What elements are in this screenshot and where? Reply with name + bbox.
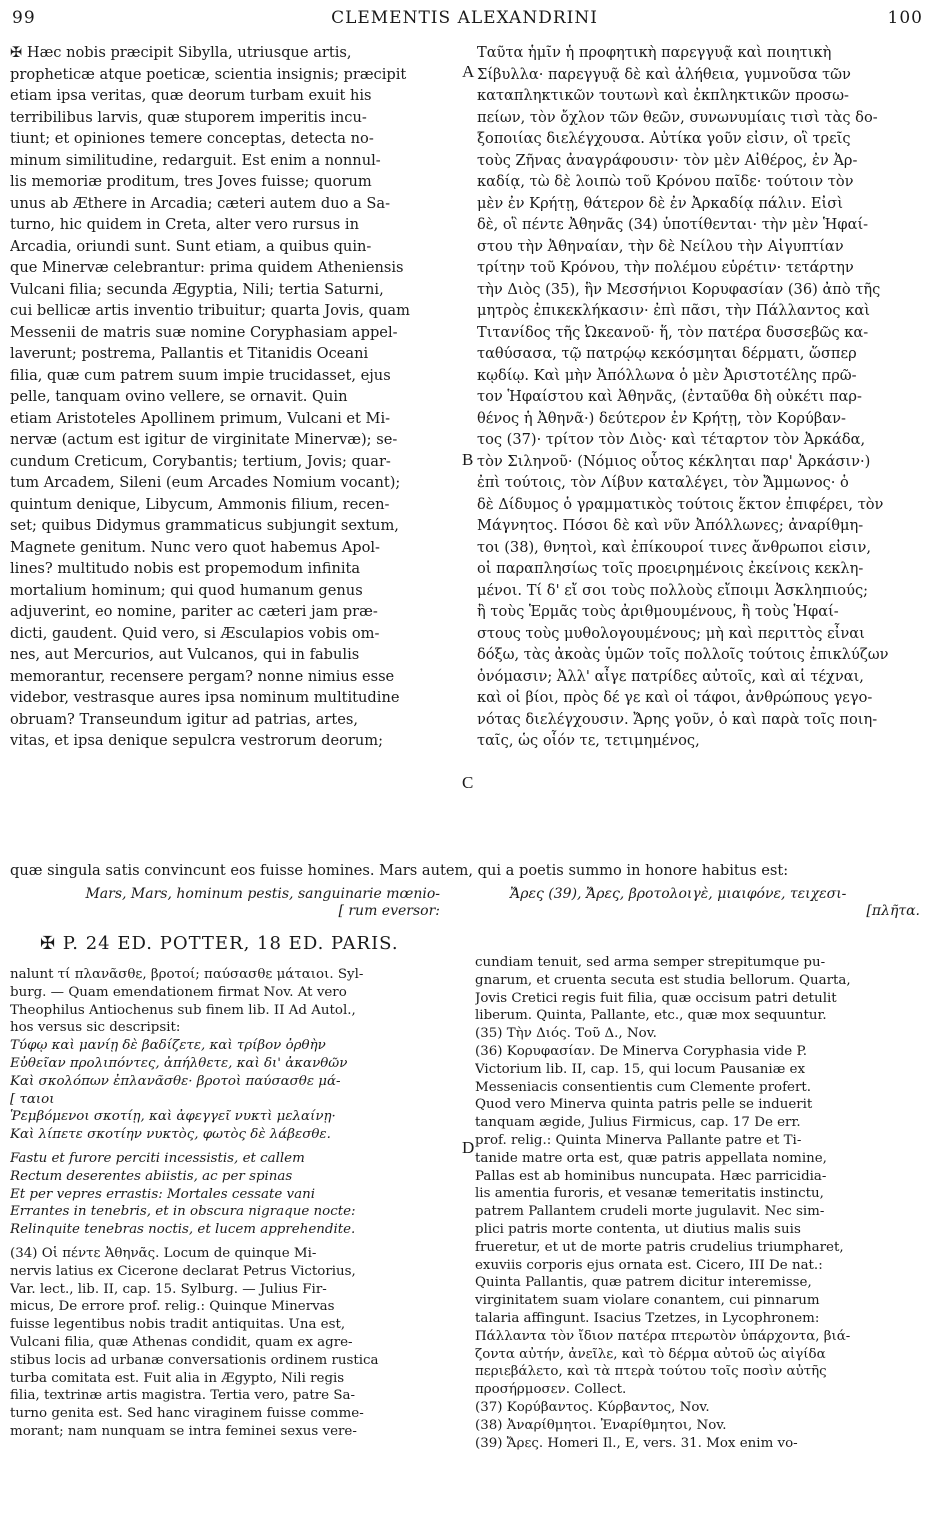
note-line: nalunt τί πλανᾶσθε, βροτοί; παύσασθε μάταιοι. Syl- — [10, 967, 364, 982]
latin-text-line: pelle, tanquam ovino vellere, se ornavit. Quin — [10, 388, 348, 405]
latin-text-line: cui bellicæ artis inventio tribuitur; quarta Jovis, quam — [10, 302, 410, 319]
latin-text-line: vitas, et ipsa denique sepulcra vestrorum deorum; — [10, 732, 384, 749]
note-line: talaria affingunt. Isacius Tzetzes, in Lycophronem: — [475, 1310, 820, 1326]
notes-right-column — [475, 954, 925, 1452]
note-line: Τύφῳ καὶ μανίῃ δὲ βαδίζετε, καὶ τρίβον ὀρθὴν — [10, 1038, 326, 1054]
greek-text-line: Μάγνητος. Πόσοι δὲ καὶ νῦν Ἀπόλλωνες; ἀναρίθμη- — [477, 517, 864, 534]
latin-text-line: ✠ Hæc nobis præcipit Sibylla, utriusque artis, — [10, 44, 352, 61]
greek-text-line: Σίβυλλα· παρεγγυᾷ δὲ καὶ ἀλήθεια, γυμνοῦσα τῶν — [477, 65, 851, 83]
greek-text-line: μένοι. Τί δ' εἴ σοι τοὺς πολλοὺς εἴποιμι Ἀσκληπιούς; — [477, 581, 869, 599]
note-line: (34) Οἱ πέντε Ἀθηνᾶς. Locum de quinque Mi- — [10, 1245, 317, 1261]
note-line: gnarum, et cruenta secuta est studia bellorum. Quarta, — [475, 972, 851, 988]
note-line: Pallas est ab hominibus nuncupata. Hæc parricidia- — [475, 1168, 827, 1184]
note-line: Relinquite tenebras noctis, et lucem apprehendite. — [10, 1222, 356, 1238]
note-line: fuisse legentibus nobis tradit antiquitas. Una est, — [10, 1317, 346, 1333]
note-line: περιεβάλετο, καὶ τὰ πτερὰ τούτου τοῖς ποσὶν αὐτῆς — [475, 1364, 827, 1380]
latin-verse-line: [ rum eversor: — [338, 903, 440, 919]
note-line: ζοντα αὐτήν, ἀνεῖλε, καὶ τὸ δέρμα αὐτοῦ ὡς αἰγίδα — [475, 1346, 826, 1362]
note-line: nervis latius ex Cicerone declarat Petrus Victorius, — [10, 1263, 356, 1279]
latin-text-line: tiunt; et opiniones temere conceptas, detecta no- — [10, 130, 374, 147]
note-line: patrem Pallantem crudeli morte jugulavit. Nec sim- — [475, 1204, 825, 1220]
latin-text-line: Messenii de matris suæ nomine Coryphasiam appel- — [10, 323, 398, 341]
note-line: Rectum deserentes abiistis, ac per spinas — [10, 1168, 293, 1184]
greek-text-line: Ταῦτα ἡμῖν ἡ προφητικὴ παρεγγυᾷ καὶ ποιητικὴ — [477, 44, 832, 61]
latin-text-line: tum Arcadem, Sileni (eum Arcades Nomium vocant); — [10, 474, 401, 491]
greek-text-line: πείων, τὸν ὄχλον τῶν θεῶν, συνωνυμίαις τισὶ τὰς δο- — [477, 108, 878, 126]
note-line: Εὐθεῖαν προλιπόντες, ἀπήλθετε, καὶ δι' ἀκανθῶν — [10, 1055, 348, 1071]
greek-text-line: δὲ, οἳ πέντε Ἀθηνᾶς (34) ὑποτίθενται· τὴν μὲν Ἡφαί- — [477, 216, 869, 233]
latin-text-line: adjuverint, eo nomine, pariter ac cæteri jam præ- — [10, 603, 378, 620]
note-line: (35) Τὴν Διός. Τοῦ Δ., Nov. — [475, 1026, 657, 1042]
greek-text-line: ξοποιίας διελέγχουσα. Αὐτίκα γοῦν εἰσιν, οἳ τρεῖς — [477, 130, 851, 147]
note-line: virginitatem suam violare conantem, cui pinnarum — [475, 1293, 820, 1309]
greek-text-line: τον Ἡφαίστου καὶ Ἀθηνᾶς, (ἐνταῦθα δὴ οὐκέτι παρ- — [477, 388, 862, 405]
note-line: morant; nam nunquam se intra feminei sexus vere- — [10, 1423, 357, 1439]
latin-text-line: Arcadia, oriundi sunt. Sunt etiam, a quibus quin- — [10, 237, 372, 255]
greek-text-line: οἱ παραπλησίως τοῖς προειρημένοις ἐκείνοις κεκλη- — [477, 560, 864, 577]
note-line: stibus locis ad urbanæ conversationis ordinem rustica — [10, 1352, 379, 1368]
note-line: turno genita est. Sed hanc viraginem fuisse comme- — [10, 1406, 364, 1422]
greek-text-line: ταθύσασα, τῷ πατρῴῳ κεκόσμηται δέρματι, ὥσπερ — [477, 345, 857, 362]
latin-text-line: filia, quæ cum patrem suum impie trucidasset, ejus — [10, 366, 391, 384]
latin-text-line: quintum denique, Libycum, Ammonis filium, recen- — [10, 495, 390, 513]
greek-text-line: στου τὴν Ἀθηναίαν, τὴν δὲ Νείλου τὴν Αἰγυπτίαν — [477, 237, 844, 255]
greek-text-line: τος (37)· τρίτον τὸν Διὸς· καὶ τέταρτον τὸν Ἀρκάδα, — [477, 431, 866, 448]
latin-text-line: videbor, vestrasque aures ipsa nominum multitudine — [10, 689, 400, 706]
latin-text-line: dicti, gaudent. Quid vero, si Æsculapios vobis om- — [10, 624, 380, 642]
latin-text-line: nervæ (actum est igitur de virginitate Minervæ); se- — [10, 431, 398, 448]
page-number-left: 99 — [12, 8, 36, 28]
note-line: tanquam ægide, Julius Firmicus, cap. 17 De err. — [475, 1115, 801, 1131]
note-line: Theophilus Antiochenus sub finem lib. II Ad Autol., — [10, 1002, 356, 1018]
latin-text-line: etiam Aristoteles Apollinem primum, Vulcani et Mi- — [10, 409, 391, 427]
greek-verse-line: Ἄρες (39), Ἄρες, βροτολοιγὲ, μιαιφόνε, τειχεσι- — [510, 886, 847, 902]
latin-text-line: turno, hic quidem in Creta, alter vero rursus in — [10, 216, 359, 233]
latin-verse-quote — [60, 886, 440, 920]
note-line: Quinta Pallantis, quæ patrem dicitur interemisse, — [475, 1275, 812, 1291]
note-line: Var. lect., lib. II, cap. 15. Sylburg. — Julius Fir- — [10, 1281, 327, 1297]
note-line: micus, De errore prof. relig.: Quinque Minervas — [10, 1299, 335, 1315]
note-line: (37) Κορύβαντος. Κύρβαντος, Nov. — [475, 1399, 710, 1415]
greek-text-line: μὲν ἐν Κρήτῃ, θάτερον δὲ ἐν Ἀρκαδίᾳ πάλιν. Εἰσὶ — [477, 194, 843, 212]
note-line: liberum. Quinta, Pallante, etc., quæ mox sequuntur. — [475, 1008, 827, 1024]
note-line: Fastu et furore perciti incessistis, et callem — [10, 1150, 305, 1166]
note-line: cundiam tenuit, sed arma semper strepitumque pu- — [475, 955, 826, 970]
latin-text-line: Magnete genitum. Nunc vero quot habemus Apol- — [10, 538, 380, 556]
greek-text-line: ἢ τοὺς Ἑρμᾶς τοὺς ἀριθμουμένους, ἢ τοὺς Ἡφαί- — [477, 603, 839, 620]
greek-text-line: καὶ οἱ βίοι, πρὸς δέ γε καὶ οἱ τάφοι, ἀνθρώπους γεγο- — [477, 689, 873, 706]
greek-text-line: καδίᾳ, τὼ δὲ λοιπὼ τοῦ Κρόνου παῖδε· τούτοιν τὸν — [477, 173, 854, 190]
greek-text-line: καταπληκτικῶν τουτωνὶ καὶ ἐκπληκτικῶν προσω- — [477, 87, 849, 104]
greek-text-line: τοι (38), θνητοὶ, καὶ ἐπίκουροί τινες ἄνθρωποι εἰσιν, — [477, 538, 871, 556]
greek-text-line: δόξω, τὰς ἀκοὰς ὑμῶν τοῖς πολλοῖς τούτοις ἐπικλύζων — [477, 646, 889, 663]
greek-text-line: δὲ Δίδυμος ὁ γραμματικὸς τούτοις ἕκτον ἐπιφέρει, τὸν — [477, 495, 884, 513]
latin-text-line: mortalium hominum; qui quod humanum genus — [10, 581, 363, 599]
latin-verse-line: Mars, Mars, hominum pestis, sanguinarie mœnio- — [85, 886, 440, 902]
greek-text-line: κῳδίῳ. Καὶ μὴν Ἀπόλλωνα ὁ μὲν Ἀριστοτέλης πρῶ- — [477, 366, 857, 384]
note-line: burg. — Quam emendationem firmat Nov. At vero — [10, 984, 347, 1000]
note-line: (36) Κορυφασίαν. De Minerva Coryphasia vide P. — [475, 1043, 807, 1059]
greek-text-line: τὸν Σιληνοῦ· (Νόμιος οὗτος κέκληται παρ' Ἀρκάσιν·) — [477, 452, 871, 470]
greek-text-line: θένος ἡ Ἀθηνᾶ·) δεύτερον ἐν Κρήτῃ, τὸν Κορύβαν- — [477, 409, 846, 427]
note-line: plici patris morte contenta, ut diutius malis suis — [475, 1221, 801, 1237]
note-line: Πάλλαντα τὸν ἴδιον πατέρα πτερωτὸν ὑπάρχοντα, βιά- — [475, 1328, 851, 1344]
greek-text-line: ὀνόμασιν; Ἀλλ' αἶγε πατρίδες αὐτοῖς, καὶ αἱ τέχναι, — [477, 667, 864, 685]
latin-text-line: unus ab Æthere in Arcadia; cæteri autem duo a Sa- — [10, 194, 391, 212]
latin-text-line: laverunt; postrema, Pallantis et Titanidis Oceani — [10, 345, 369, 362]
greek-text-line: τρίτην τοῦ Κρόνου, τὴν πολέμου εὑρέτιν· τετάρτην — [477, 259, 854, 276]
greek-verse-quote — [510, 886, 920, 920]
margin-letter-c: C — [462, 773, 474, 792]
latin-column — [10, 42, 458, 752]
note-line: Victorium lib. II, cap. 15, qui locum Pausaniæ ex — [475, 1061, 806, 1077]
latin-text-line: Vulcani filia; secunda Ægyptia, Nili; tertia Saturni, — [10, 280, 384, 298]
notes-left-column — [10, 966, 458, 1441]
note-line: prof. relig.: Quinta Minerva Pallante patre et Ti- — [475, 1132, 802, 1148]
latin-text-line: etiam ipsa veritas, quæ deorum turbam exuit his — [10, 87, 372, 104]
greek-text-line: τὴν Διὸς (35), ἣν Μεσσήνιοι Κορυφασίαν (36) ἀπὸ τῆς — [477, 280, 881, 298]
greek-text-line: νότας διελέγχουσιν. Ἄρης γοῦν, ὁ καὶ παρὰ τοῖς ποιη- — [477, 710, 878, 728]
note-line: hos versus sic descripsit: — [10, 1020, 181, 1036]
note-line: Καὶ σκολόπων ἐπλανᾶσθε· βροτοὶ παύσασθε μά- — [10, 1073, 341, 1089]
full-width-line: quæ singula satis convincunt eos fuisse homines. Mars autem, qui a poetis summo in honore habitus est: — [10, 862, 789, 879]
note-line: Καὶ λίπετε σκοτίην νυκτὸς, φωτὸς δὲ λάβεσθε. — [10, 1127, 331, 1143]
note-line: turba comitata est. Fuit alia in Ægypto, Nili regis — [10, 1370, 345, 1386]
latin-text-line: minum similitudine, redarguit. Est enim a nonnul- — [10, 151, 381, 169]
latin-text-line: memorantur, recensere pergam? nonne nimius esse — [10, 667, 395, 685]
note-line: (39) Ἄρες. Homeri Il., E, vers. 31. Mox enim vo- — [475, 1435, 798, 1451]
latin-text-line: nes, aut Mercurios, aut Vulcanos, qui in fabulis — [10, 646, 360, 663]
greek-verse-line: [πλῆτα. — [866, 903, 920, 919]
latin-text-line: lines? multitudo nobis est propemodum infinita — [10, 560, 361, 577]
note-line: Et per vepres errastis: Mortales cessate vani — [10, 1186, 316, 1202]
edition-reference: ✠ P. 24 ED. POTTER, 18 ED. PARIS. — [40, 933, 399, 954]
latin-text-line: propheticæ atque poeticæ, scientia insignis; præcipit — [10, 65, 407, 83]
greek-text-line: ταῖς, ὡς οἷόν τε, τετιμημένος, — [477, 732, 700, 749]
note-line: frueretur, et ut de morte patris crudelius triumpharet, — [475, 1239, 844, 1255]
note-line: Quod vero Minerva quinta patris pelle se induerit — [475, 1097, 813, 1113]
note-line: Errantes in tenebris, et in obscura nigraque nocte: — [10, 1204, 356, 1220]
note-line: Jovis Cretici regis fuit filia, quæ occisum patri detulit — [475, 990, 837, 1006]
greek-text-line: στους τοὺς μυθολογουμένους; μὴ καὶ περιττὸς εἶναι — [477, 624, 865, 642]
note-line: προσήρμοσεν. Collect. — [475, 1382, 627, 1398]
greek-text-line: Τιτανίδος τῆς Ὠκεανοῦ· ἥ, τὸν πατέρα δυσσεβῶς κα- — [477, 323, 869, 341]
running-title: CLEMENTIS ALEXANDRINI — [331, 8, 598, 28]
note-line: tanide matre orta est, quæ patris appellata nomine, — [475, 1150, 827, 1166]
latin-text-line: obruam? Transeundum igitur ad patrias, artes, — [10, 710, 359, 728]
latin-text-line: lis memoriæ proditum, tres Joves fuisse; quorum — [10, 173, 372, 190]
margin-letter-b: B — [462, 450, 474, 469]
greek-text-line: ἐπὶ τούτοις, τὸν Λίβυν καταλέγει, τὸν Ἄμμωνος· ὁ — [477, 474, 849, 491]
note-line: exuviis corporis ejus ornata est. Cicero, III De nat.: — [475, 1257, 823, 1273]
note-line: filia, textrinæ artis magistra. Tertia vero, patre Sa- — [10, 1388, 356, 1404]
note-line: lis amentia furoris, et vesanæ temeritatis instinctu, — [475, 1186, 824, 1202]
page-number-right: 100 — [887, 8, 923, 28]
note-line: (38) Ἀναρίθμητοι. Ἐναρίθμητοι, Nov. — [475, 1417, 727, 1433]
greek-text-line: τοὺς Ζῆνας ἀναγράφουσιν· τὸν μὲν Αἰθέρος, ἐν Ἀρ- — [477, 151, 858, 169]
note-line: Messeniacis consentientis cum Clemente profert. — [475, 1079, 812, 1095]
latin-text-line: set; quibus Didymus grammaticus subjungit sextum, — [10, 517, 399, 534]
note-line: Ῥεμβόμενοι σκοτίῃ, καὶ ἀφεγγεῖ νυκτὶ μελαίνῃ· — [10, 1109, 336, 1125]
greek-text-line: μητρὸς ἐπικεκλήκασιν· ἐπὶ πᾶσι, τὴν Πάλλαντος καὶ — [477, 302, 870, 319]
margin-letter-d: D — [462, 1138, 475, 1157]
latin-text-line: cundum Creticum, Corybantis; tertium, Jovis; quar- — [10, 452, 391, 470]
latin-text-line: terribilibus larvis, quæ stuporem imperitis incu- — [10, 108, 367, 126]
margin-letter-a: A — [462, 62, 475, 81]
note-line: Vulcani filia, quæ Athenas condidit, quam ex agre- — [10, 1334, 353, 1350]
note-line: [ ταιοι — [10, 1091, 55, 1107]
greek-column — [477, 42, 925, 752]
latin-text-line: que Minervæ celebrantur: prima quidem Atheniensis — [10, 259, 404, 276]
